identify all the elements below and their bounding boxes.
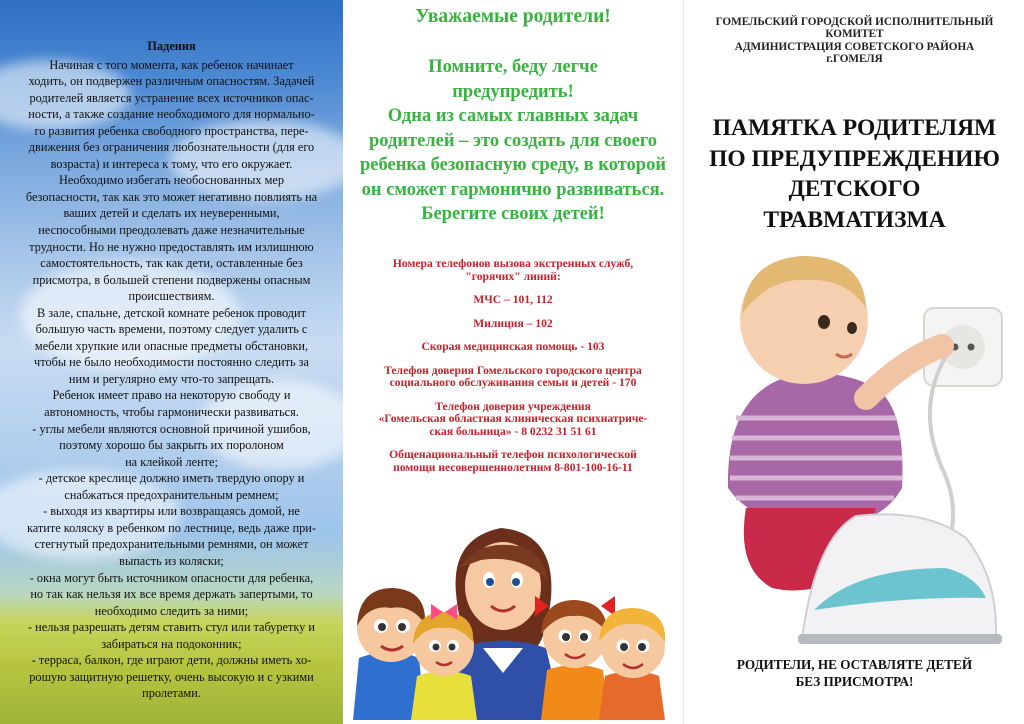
article-line: чтобы не было необходимости постоянно следить за: [34, 355, 309, 370]
article-line: снабжаться предохранительным ремнем;: [64, 487, 279, 502]
article-line: - терраса, балкон, где играют дети, должны иметь хо-: [31, 653, 312, 668]
child-with-iron-photo: [706, 238, 1006, 646]
article-line: ности, а также создание необходимого для нормально-: [28, 107, 315, 122]
greeting: Уважаемые родители!: [415, 6, 611, 27]
article-line: рошую защитную решетку, очень высокую и с узкими: [29, 669, 314, 684]
appeal-line: родителей – это создать для своего: [368, 130, 658, 151]
phone-entry: [353, 401, 673, 439]
article-line: безопасности, так как это может негативно повлиять на: [25, 189, 318, 204]
article-line: Начиная с того момента, как ребенок начинает: [49, 57, 294, 72]
phone-entry: [353, 449, 673, 474]
phone-entry: [353, 341, 673, 354]
cartoon-girl: [411, 604, 477, 720]
org-line: АДМИНИСТРАЦИЯ СОВЕТСКОГО РАЙОНА: [734, 40, 975, 53]
appeal-line: Помните, беду легче: [428, 57, 598, 77]
phone-entry-line: Телефон доверия учреждения: [435, 399, 591, 413]
article-line: на клейкой ленте;: [125, 454, 218, 469]
article-heading: Падения: [147, 39, 196, 53]
org-line: ГОМЕЛЬСКИЙ ГОРОДСКОЙ ИСПОЛНИТЕЛЬНЫЙ КОМИТЕТ: [715, 16, 994, 41]
title-line: ТРАВМАТИЗМА: [763, 206, 946, 233]
phone-entry: [353, 294, 673, 307]
article-line: ним и регулярно ему что-то запрещать.: [68, 371, 275, 386]
phone-entry-line: Телефон доверия Гомельского городского центра: [384, 363, 642, 377]
article-line: выпасть из коляски;: [119, 553, 224, 568]
article-line: самостоятельность, так как дети, оставленные без: [40, 256, 303, 271]
article-line: го развития ребенка свободного пространства, пере-: [34, 123, 309, 138]
title-line: ДЕТСКОГО: [788, 176, 921, 202]
phone-entry-line: Милиция – 102: [473, 316, 553, 330]
appeal-line: он сможет гармонично развиваться.: [361, 179, 665, 200]
article-line: ходить, он подвержен различным опасностям. Задачей: [28, 74, 315, 89]
article-line: неспособными преодолевать даже незначительные: [38, 223, 305, 238]
phone-entry-line: помощи несовершеннолетним 8-801-100-16-11: [393, 460, 633, 474]
phone-entry-line: социального обслуживания семьи и детей - 170: [389, 376, 637, 389]
article-line: стегнутый предохранительными ремнями, он может: [34, 537, 309, 552]
phone-entry-line: Номера телефонов вызова экстренных служб,: [392, 257, 634, 270]
article-line: мебели хрупкие или опасные предметы обстановки,: [34, 338, 309, 353]
phone-entry-line: Скорая медицинская помощь - 103: [421, 340, 605, 353]
article-line: В зале, спальне, детской комнате ребенок проводит: [36, 305, 307, 320]
middle-panel: [343, 0, 683, 724]
cartoon-children-illustration: [351, 508, 675, 720]
article-line: катите коляску в ребенком по лестнице, ведь даже при-: [27, 520, 316, 535]
title-line: ПО ПРЕДУПРЕЖДЕНИЮ: [709, 145, 1000, 172]
title-line: ПАМЯТКА РОДИТЕЛЯМ: [712, 115, 997, 141]
article-line: но так как нельзя их все время держать запертыми, то: [30, 587, 313, 602]
appeal-line: Одна из самых главных задач: [387, 106, 639, 126]
brochure-title: [688, 113, 1021, 235]
phone-entry-line: Общенациональный телефон психологической: [389, 448, 637, 461]
article-line: большую часть времени, поэтому следует удалить с: [35, 322, 308, 337]
article-line: происшествиям.: [128, 289, 215, 304]
article-line: необходимо следить за ними;: [94, 603, 249, 618]
footer-line: РОДИТЕЛИ, НЕ ОСТАВЛЯТЕ ДЕТЕЙ: [736, 657, 973, 672]
article-line: пролетами.: [142, 686, 201, 701]
right-panel: [683, 0, 1024, 724]
article-line: родителей является устранение всех источников опас-: [29, 90, 314, 105]
phone-entry: [353, 318, 673, 331]
parent-appeal: [351, 55, 675, 227]
phone-entry-line: "горячих" линий:: [465, 269, 561, 283]
article-line: поэтому хорошо бы закрыть их поролоном: [59, 438, 284, 453]
phone-entry-line: ская больница» - 8 0232 31 51 61: [429, 424, 597, 438]
emergency-phones: [353, 258, 673, 485]
article-line: Необходимо избегать необоснованных мер: [58, 173, 285, 188]
article-body: [10, 57, 333, 702]
footer-warning: [688, 656, 1021, 690]
falls-article: [10, 38, 333, 702]
article-line: - детское креслице должно иметь твердую опору и: [38, 471, 305, 486]
article-line: - окна могут быть источником опасности для ребенка,: [29, 570, 314, 585]
article-line: автономность, чтобы гармонически развиваться.: [44, 405, 299, 420]
organization-header: [688, 16, 1021, 65]
footer-line: БЕЗ ПРИСМОТРА!: [795, 674, 914, 689]
article-line: - выходя из квартиры или возвращаясь домой, не: [43, 504, 300, 519]
article-line: ваших детей и сделать их неуверенными,: [63, 206, 280, 221]
phone-entry-line: МЧС – 101, 112: [473, 293, 553, 306]
appeal-line: предупредить!: [452, 81, 574, 102]
article-line: движения без ограничения любознательности (для его: [28, 140, 315, 155]
phone-entry-line: «Гомельская областная клиническая психиатриче-: [378, 412, 648, 425]
article-line: возраста) и интереса к тому, что его окружает.: [50, 156, 293, 171]
article-line: - нельзя разрешать детям ставить стул или табуретку и: [28, 620, 315, 635]
cartoon-boy-right: [599, 608, 665, 720]
appeal-line: ребенка безопасную среду, в которой: [359, 155, 667, 175]
phone-entry: [353, 258, 673, 283]
article-line: трудности. Но не нужно предоставлять им излишнюю: [29, 239, 314, 254]
left-panel: [0, 0, 343, 724]
org-line: г.ГОМЕЛЯ: [826, 52, 883, 65]
article-line: забираться на подоконник;: [101, 636, 242, 651]
article-line: - углы мебели являются основной причиной ушибов,: [32, 421, 311, 436]
phone-entry: [353, 365, 673, 390]
appeal-line: Берегите своих детей!: [421, 204, 605, 224]
article-line: Ребенок имеет право на некоторую свободу и: [52, 388, 291, 403]
article-line: присмотра, в большей степени подвержены опасным: [32, 272, 311, 287]
